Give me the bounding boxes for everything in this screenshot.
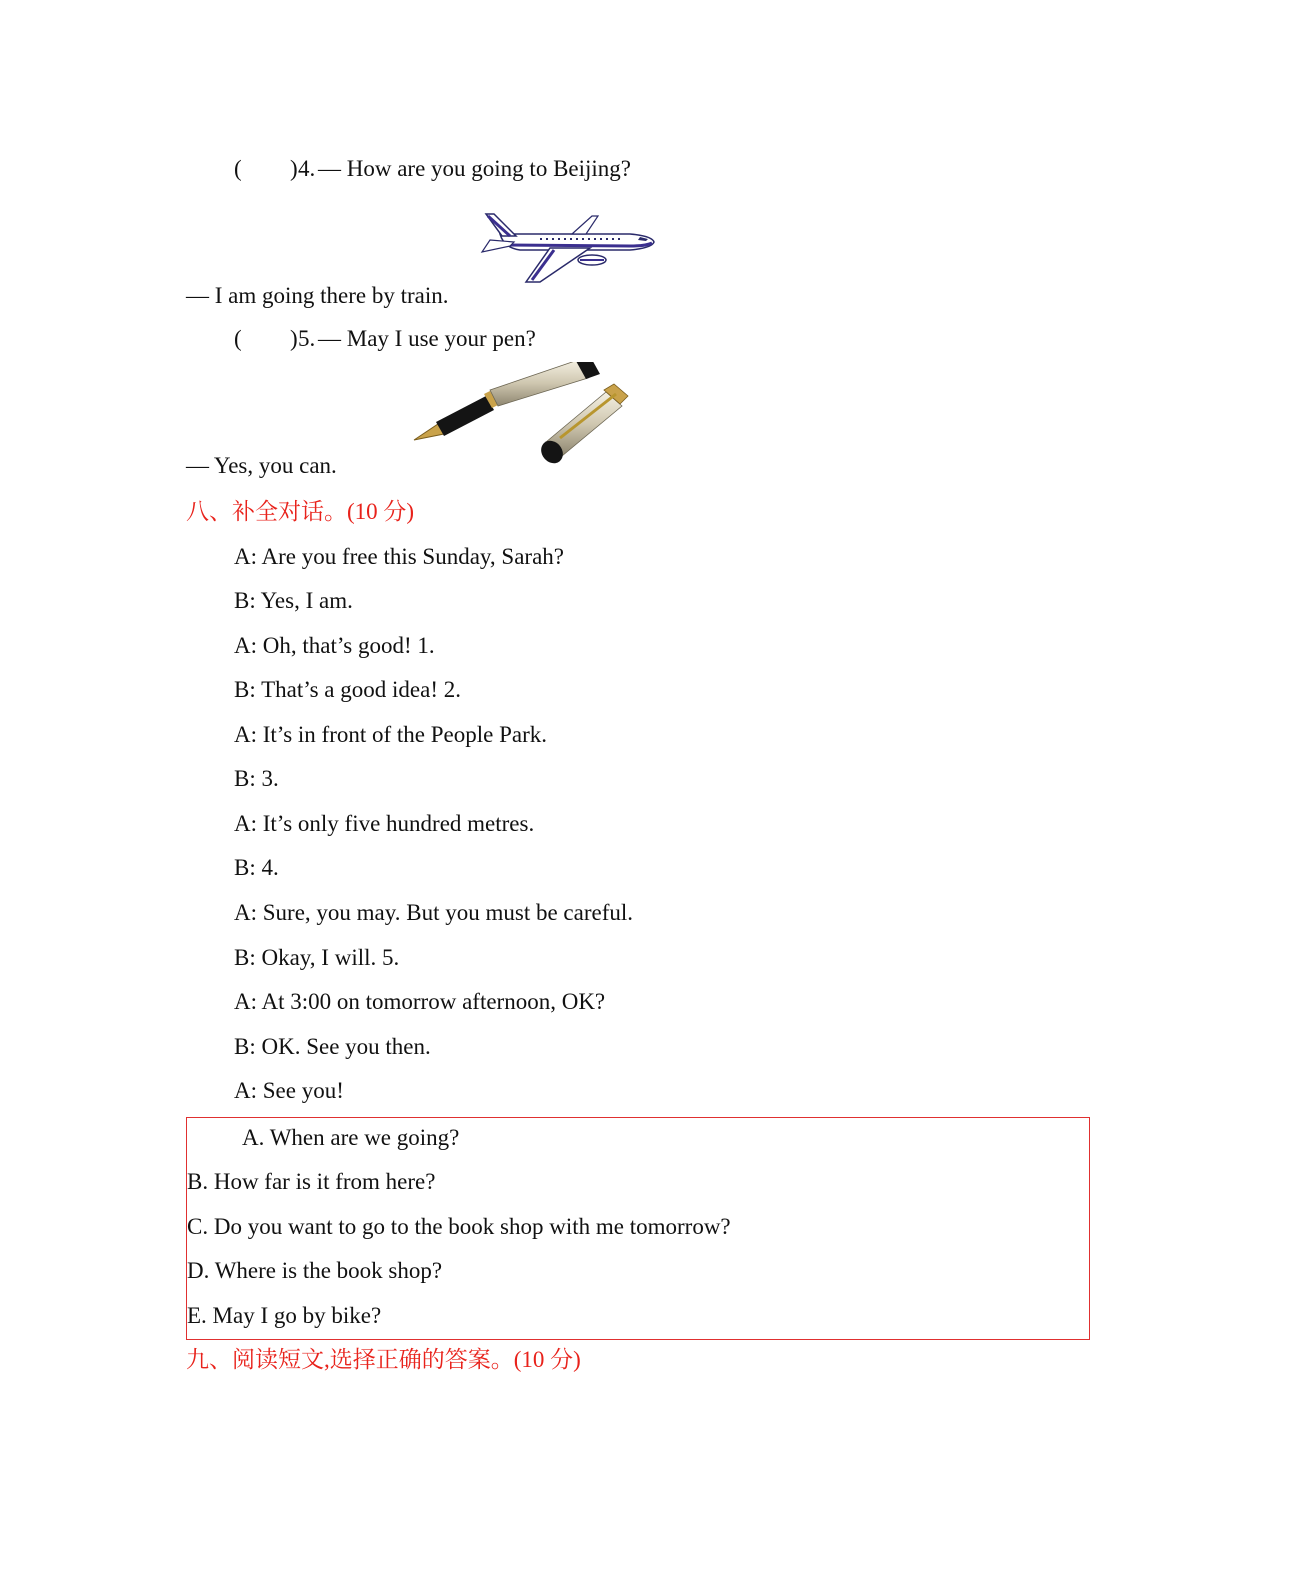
airplane-icon (480, 212, 658, 286)
dialogue-line: A: It’s only five hundred metres. (234, 811, 535, 836)
option-b: B. How far is it from here? (187, 1169, 436, 1194)
question-text: — May I use your pen? (318, 326, 536, 351)
answer-paren-close: ) (290, 326, 298, 351)
dialogue-line: A: See you! (234, 1078, 344, 1103)
dialogue-line: B: Yes, I am. (234, 588, 353, 613)
dialogue-line: A: It’s in front of the People Park. (234, 722, 548, 747)
answer-text: — I am going there by train. (186, 283, 449, 308)
dialogue-line: A: Are you free this Sunday, Sarah? (234, 544, 565, 569)
dialogue-line: B: 3. (234, 766, 279, 791)
question-number: 5. (298, 326, 316, 351)
option-a: A. When are we going? (242, 1125, 460, 1150)
question-number: 4. (298, 156, 316, 181)
option-e: E. May I go by bike? (187, 1303, 382, 1328)
dialogue-line: B: Okay, I will. 5. (234, 945, 400, 970)
section-8-title: 八、补全对话。(10 分) (186, 499, 415, 524)
dialogue-line: B: That’s a good idea! 2. (234, 677, 461, 702)
question-text: — How are you going to Beijing? (318, 156, 632, 181)
option-c: C. Do you want to go to the book shop with me tomorrow? (187, 1214, 731, 1239)
dialogue-line: A: At 3:00 on tomorrow afternoon, OK? (234, 989, 606, 1014)
dialogue-line: A: Sure, you may. But you must be careful. (234, 900, 634, 925)
answer-paren-open: ( (234, 326, 242, 351)
section-9-title: 九、阅读短文,选择正确的答案。(10 分) (186, 1347, 581, 1372)
option-d: D. Where is the book shop? (187, 1258, 443, 1283)
answer-paren-open: ( (234, 156, 242, 181)
options-box (186, 1117, 1090, 1340)
dialogue-line: A: Oh, that’s good! 1. (234, 633, 435, 658)
dialogue-line: B: 4. (234, 855, 279, 880)
fountain-pen-icon (410, 362, 632, 468)
dialogue-line: B: OK. See you then. (234, 1034, 431, 1059)
answer-text: — Yes, you can. (186, 453, 337, 478)
answer-paren-close: ) (290, 156, 298, 181)
